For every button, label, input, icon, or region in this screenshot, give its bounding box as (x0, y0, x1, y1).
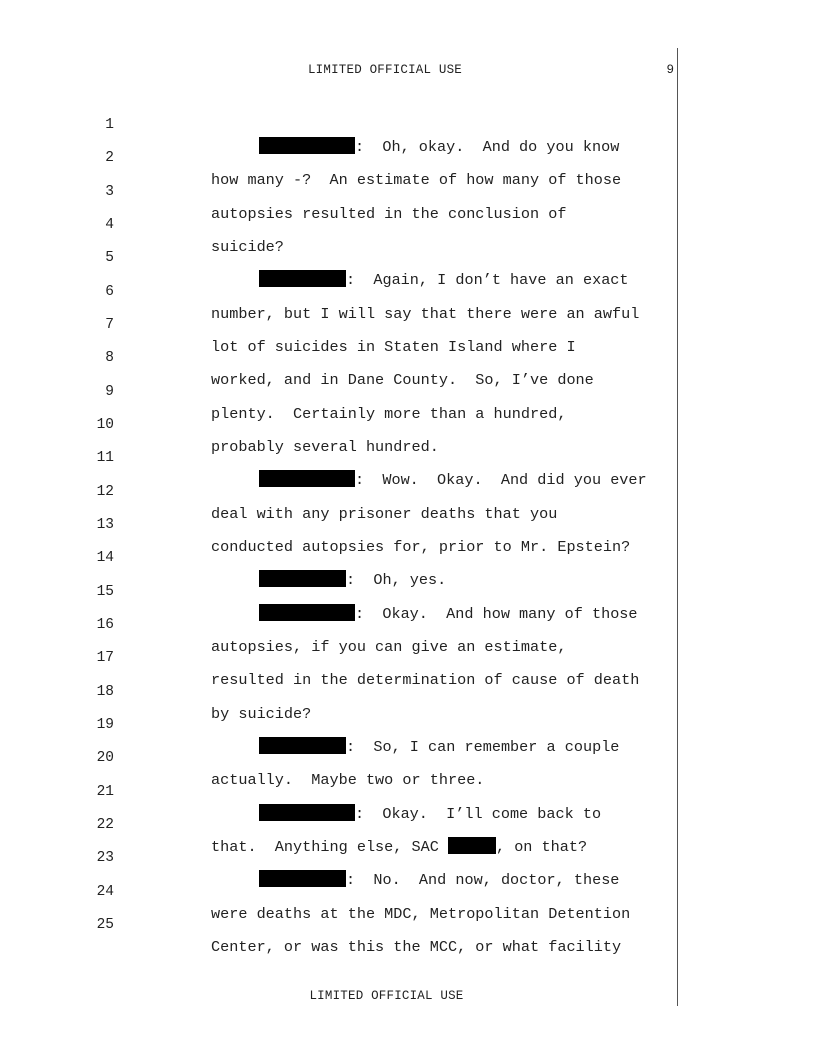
line-text-after-redaction: : Wow. Okay. And did you ever (355, 471, 647, 489)
transcript-line (0, 625, 816, 689)
line-text: actually. Maybe two or three. (211, 771, 485, 789)
line-number: 18 (96, 684, 114, 700)
line-number: 5 (105, 250, 114, 266)
transcript-line (0, 859, 816, 923)
line-text: how many -? An estimate of how many of those (211, 171, 622, 189)
line-number: 7 (105, 317, 114, 333)
transcript-line (0, 525, 816, 589)
line-number: 15 (96, 584, 114, 600)
line-text-before-redaction: that. Anything else, SAC (211, 838, 448, 856)
transcript-line (0, 892, 816, 956)
line-number: 8 (105, 350, 114, 366)
line-number: 14 (96, 550, 114, 566)
line-number: 4 (105, 217, 114, 233)
transcript-line (0, 325, 816, 389)
transcript-line (0, 692, 816, 756)
line-text: autopsies resulted in the conclusion of (211, 205, 567, 223)
line-number: 25 (96, 917, 114, 933)
line-number: 3 (105, 184, 114, 200)
transcript-line (0, 125, 816, 189)
line-number: 9 (105, 384, 114, 400)
transcript-line (0, 259, 816, 323)
line-number: 13 (96, 517, 114, 533)
transcript-line (0, 359, 816, 423)
transcript-line (0, 792, 816, 856)
transcript-line (0, 759, 816, 823)
transcript-line (0, 192, 816, 256)
line-number: 6 (105, 284, 114, 300)
line-text: plenty. Certainly more than a hundred, (211, 405, 567, 423)
line-number: 11 (96, 450, 114, 466)
transcript-line (0, 425, 816, 489)
line-text: Center, or was this the MCC, or what facility (211, 938, 622, 956)
transcript-line (0, 825, 816, 889)
transcript-line (0, 459, 816, 523)
line-text-after-redaction: : Okay. And how many of those (355, 605, 638, 623)
transcript-line (0, 92, 816, 156)
line-text: by suicide? (211, 705, 312, 723)
line-text: probably several hundred. (211, 438, 439, 456)
transcript-line (0, 492, 816, 556)
line-text: worked, and in Dane County. So, I’ve done (211, 371, 594, 389)
line-number: 1 (105, 117, 114, 133)
line-number: 12 (96, 484, 114, 500)
transcript-line (0, 159, 816, 223)
line-text-after-redaction: : Again, I don’t have an exact (346, 271, 629, 289)
line-number: 17 (96, 650, 114, 666)
line-number: 2 (105, 150, 114, 166)
line-text: autopsies, if you can give an estimate, (211, 638, 567, 656)
line-number: 22 (96, 817, 114, 833)
transcript-line (0, 225, 816, 289)
transcript-line (0, 659, 816, 723)
line-number: 23 (96, 850, 114, 866)
page-footer: LIMITED OFFICIAL USE (309, 989, 464, 1003)
line-text-after-redaction: : Oh, okay. And do you know (355, 138, 620, 156)
line-text: suicide? (211, 238, 284, 256)
line-text: deal with any prisoner deaths that you (211, 505, 558, 523)
line-text: number, but I will say that there were an awful (211, 305, 640, 323)
line-text-after-redaction: : No. And now, doctor, these (346, 871, 620, 889)
line-text: were deaths at the MDC, Metropolitan Detention (211, 905, 631, 923)
page-header: LIMITED OFFICIAL USE (307, 63, 463, 77)
line-text: resulted in the determination of cause of death (211, 671, 640, 689)
line-text: conducted autopsies for, prior to Mr. Epstein? (211, 538, 631, 556)
line-text-after-redaction: : Okay. I’ll come back to (355, 805, 602, 823)
line-number: 20 (96, 750, 114, 766)
transcript-line (0, 559, 816, 623)
page-number: 9 (666, 63, 674, 77)
transcript-line (0, 592, 816, 656)
line-text: lot of suicides in Staten Island where I (211, 338, 576, 356)
transcript-line (0, 392, 816, 456)
line-number: 19 (96, 717, 114, 733)
line-number: 10 (96, 417, 114, 433)
transcript-line (0, 292, 816, 356)
line-number: 21 (96, 784, 114, 800)
line-number: 24 (96, 884, 114, 900)
transcript-line (0, 725, 816, 789)
line-text-after-redaction: , on that? (495, 838, 588, 856)
line-text-after-redaction: : Oh, yes. (346, 571, 447, 589)
line-number: 16 (96, 617, 114, 633)
line-text-after-redaction: : So, I can remember a couple (346, 738, 620, 756)
